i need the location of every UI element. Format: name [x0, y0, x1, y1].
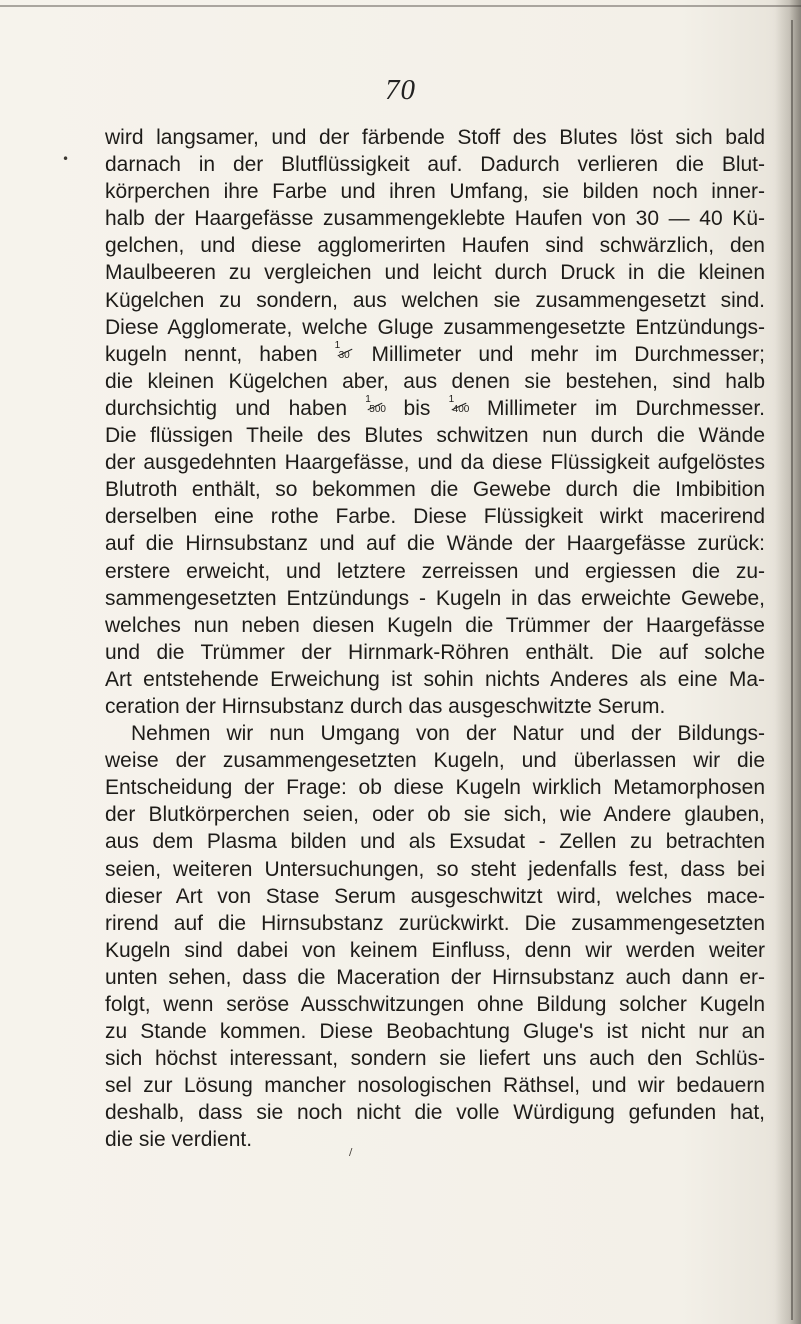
- text-line: Kugeln sind dabei von keinem Einfluss, denn wir werden weiter: [105, 938, 765, 962]
- text-line: sel zur Lösung mancher nosologischen Räthsel, und wir bedauern: [105, 1074, 765, 1098]
- text-fragment: Millimeter und mehr im Durchmesser;: [371, 342, 765, 366]
- text-line: Die flüssigen Theile des Blutes schwitzen nun durch die Wände: [105, 424, 765, 448]
- text-line: halb der Haargefässe zusammengeklebte Haufen von 30 — 40 Kü-: [105, 207, 765, 231]
- text-line: zu Stande kommen. Diese Beobachtung Gluge's ist nicht nur an: [105, 1020, 765, 1044]
- text-line: wird langsamer, und der färbende Stoff des Blutes löst sich bald: [105, 126, 765, 149]
- text-line: darnach in der Blutflüssigkeit auf. Dadurch verlieren die Blut-: [105, 153, 765, 177]
- text-line: Entscheidung der Frage: ob diese Kugeln wirklich Metamorphosen: [105, 776, 765, 800]
- fraction-denominator: 400: [452, 403, 470, 415]
- text-line: sammengesetzten Entzündungs - Kugeln in das erweichte Gewebe,: [105, 586, 765, 610]
- text-line: die sie verdient.: [105, 1128, 253, 1152]
- text-line: dieser Art von Stase Serum ausgeschwitzt wird, welches mace-: [105, 884, 765, 908]
- text-line: Blutroth enthält, so bekommen die Gewebe durch die Imbibition: [105, 478, 765, 502]
- text-line: Art entstehende Erweichung ist sohin nichts Anderes als eine Ma-: [105, 667, 765, 691]
- binding-shadow: [775, 0, 801, 1324]
- text-line: erstere erweicht, und letztere zerreissen und ergiessen die zu-: [105, 559, 765, 583]
- text-line: und die Trümmer der Hirnmark-Röhren enthält. Die auf solche: [105, 640, 765, 664]
- text-line: deshalb, dass sie noch nicht die volle Würdigung gefunden hat,: [105, 1101, 765, 1125]
- text-fragment: Millimeter im Durchmesser.: [486, 396, 765, 420]
- fraction-numerator: 1: [334, 339, 341, 351]
- text-line: der Blutkörperchen seien, oder ob sie sich, wie Andere glauben,: [105, 803, 765, 827]
- ink-speck-mark: •: [62, 152, 70, 166]
- fraction-numerator: 1: [448, 393, 455, 405]
- text-line: die kleinen Kügelchen aber, aus denen sie bestehen, sind halb: [105, 369, 765, 393]
- text-line: sich höchst interessant, sondern sie liefert uns auch den Schlüs-: [105, 1047, 765, 1071]
- fraction-numerator: 1: [365, 393, 371, 405]
- text-line-with-fraction: [105, 395, 765, 422]
- text-line: aus dem Plasma bilden und als Exsudat - Zellen zu betrachten: [105, 830, 765, 854]
- text-line-with-fraction: [105, 341, 765, 368]
- text-line: der ausgedehnten Haargefässe, und da diese Flüssigkeit aufgelöstes: [105, 451, 765, 475]
- text-line: auf die Hirnsubstanz und auf die Wände der Haargefässe zurück:: [105, 532, 765, 556]
- text-line: welches nun neben diesen Kugeln die Trümmer der Haargefässe: [105, 613, 765, 637]
- text-line: Maulbeeren zu vergleichen und leicht durch Druck in die kleinen: [105, 261, 765, 285]
- paragraph-start-line: Nehmen wir nun Umgang von der Natur und der Bildungs-: [131, 722, 765, 746]
- page-top-edge: [0, 5, 801, 7]
- fraction-denominator: 500: [369, 403, 386, 415]
- text-line: folgt, wenn seröse Ausschwitzungen ohne Bildung solcher Kugeln: [105, 993, 765, 1016]
- text-line: körperchen ihre Farbe und ihren Umfang, sie bilden noch inner-: [105, 180, 765, 204]
- ink-speck-mark: /: [349, 1147, 353, 1158]
- fraction: [448, 393, 470, 415]
- text-line: unten sehen, dass die Maceration der Hirnsubstanz auch dann er-: [105, 965, 765, 989]
- text-line: Diese Agglomerate, welche Gluge zusammengesetzte Entzündungs-: [105, 315, 765, 339]
- text-line: gelchen, und diese agglomerirten Haufen sind schwärzlich, den: [105, 234, 765, 258]
- fraction: [334, 339, 355, 361]
- text-line: weise der zusammengesetzten Kugeln, und überlassen wir die: [105, 749, 765, 773]
- text-line: seien, weiteren Untersuchungen, so steht jedenfalls fest, dass bei: [105, 857, 765, 881]
- fraction-denominator: 30: [338, 349, 350, 361]
- text-line: rirend auf die Hirnsubstanz zurückwirkt. Die zusammengesetzten: [105, 911, 765, 935]
- page-number: 70: [385, 74, 416, 106]
- text-line: Kügelchen zu sondern, aus welchen sie zusammengesetzt sind.: [105, 288, 765, 312]
- text-fragment: durchsichtig und haben: [105, 396, 348, 420]
- text-line: derselben eine rothe Farbe. Diese Flüssigkeit wirkt macerirend: [105, 505, 765, 529]
- fraction: [365, 393, 386, 415]
- body-text: [105, 124, 765, 1154]
- text-line: ceration der Hirnsubstanz durch das ausgeschwitzte Serum.: [105, 694, 666, 718]
- text-fragment: kugeln nennt, haben: [105, 342, 318, 366]
- binding-edge: [791, 20, 793, 1320]
- text-fragment: bis: [403, 396, 431, 420]
